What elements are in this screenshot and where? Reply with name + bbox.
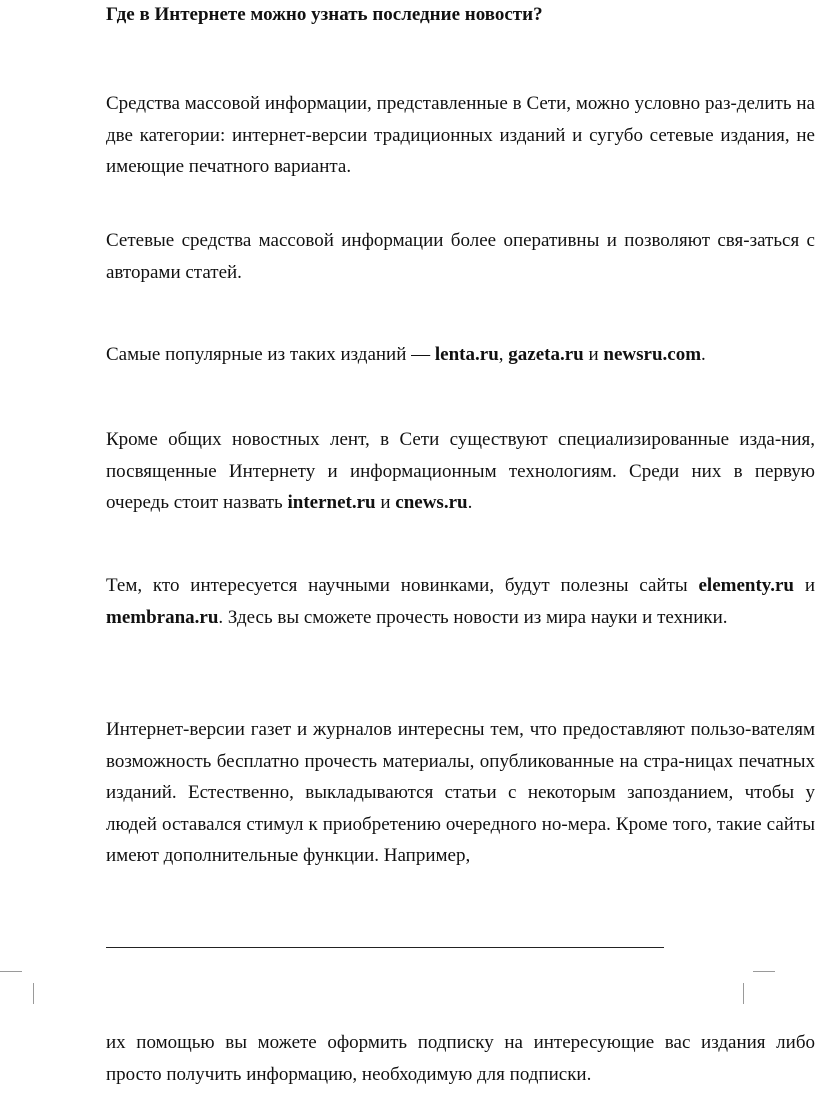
page-corner-mark-left-horizontal xyxy=(0,971,22,972)
site-name-internet: internet.ru xyxy=(287,492,376,513)
footnote-separator xyxy=(106,947,664,948)
paragraph-online-media: Сетевые средства массовой информации более оперативны и позволяют свя-заться с авторами статей. xyxy=(106,230,815,283)
site-name-gazeta: gazeta.ru xyxy=(508,344,584,365)
text-segment: . xyxy=(701,344,706,365)
site-name-newsru: newsru.com xyxy=(603,344,702,365)
paragraph-specialized-media xyxy=(106,424,815,519)
text-segment: и xyxy=(375,492,396,513)
site-name-lenta: lenta.ru xyxy=(434,344,499,365)
text-segment: и xyxy=(794,575,815,596)
text-segment: . xyxy=(467,492,473,513)
page-corner-mark-left-vertical xyxy=(33,983,34,1004)
paragraph-media-categories: Средства массовой информации, представленные в Сети, можно условно раз-делить на две категории: интернет-версии традиционных изданий и сугубо сетевые издания, не имеющие печатного варианта. xyxy=(106,93,815,177)
text-segment: Самые популярные из таких изданий — xyxy=(106,344,435,365)
site-name-membrana: membrana.ru xyxy=(106,606,219,628)
paragraph-science-sites xyxy=(106,570,815,633)
text-segment: Кроме общих новостных лент, в Сети существуют специализированные изда-ния, посвященные Интернету и информационным технологиям. Среди них в первую очередь стоит назвать xyxy=(106,429,815,513)
site-name-elementy: elementy.ru xyxy=(698,575,794,596)
paragraph-subscription: их помощью вы можете оформить подписку на интересующие вас издания либо просто получить информацию, необходимую для подписки. xyxy=(106,1032,815,1085)
paragraph-online-versions: Интернет-версии газет и журналов интересны тем, что предоставляют пользо-вателям возможность бесплатно прочесть материалы, опубликованные на стра-ницах печатных изданий. Естественно, выкладываются статьи с некоторым запозданием, чтобы у людей оставался стимул к приобретению очередного но-мера. Кроме того, такие сайты имеют дополнительные функции. Например, xyxy=(106,719,815,866)
page-corner-mark-right-horizontal xyxy=(753,971,775,972)
text-segment: и xyxy=(583,344,604,365)
text-segment: Тем, кто интересуется научными новинками, будут полезны сайты xyxy=(106,575,699,596)
page-corner-mark-right-vertical xyxy=(743,983,744,1004)
document-title: Где в Интернете можно узнать последние новости? xyxy=(106,4,543,25)
site-name-cnews: cnews.ru xyxy=(395,492,468,513)
text-segment: , xyxy=(498,344,509,365)
text-segment: . Здесь вы сможете прочесть новости из мира науки и техники. xyxy=(218,606,728,628)
paragraph-popular-sites xyxy=(106,339,815,371)
